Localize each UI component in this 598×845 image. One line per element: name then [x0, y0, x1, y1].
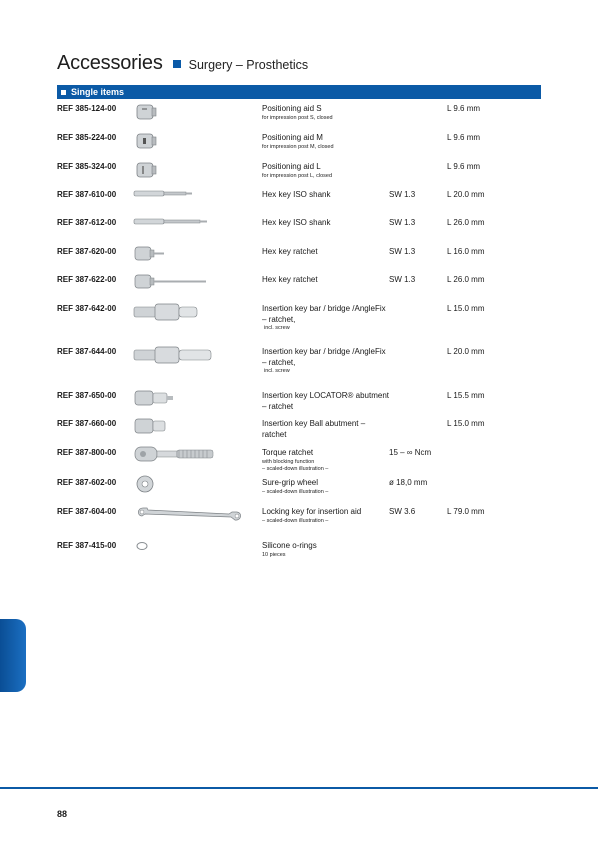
positioning-aid-m-image: [133, 130, 243, 154]
insertion-key-locator-image: [133, 388, 243, 412]
item-note: – scaled-down illustration –: [262, 517, 329, 524]
length: L 20.0 mm: [447, 347, 485, 356]
ref-number: REF 387-602-00: [57, 478, 117, 487]
table-row: [0, 190, 598, 218]
wrench-size: SW 1.3: [389, 247, 416, 256]
table-row: [0, 448, 598, 476]
page-subtitle: Surgery – Prosthetics: [188, 58, 309, 72]
wrench-size: SW 1.3: [389, 190, 416, 199]
item-desc: Hex key ISO shank: [262, 190, 331, 199]
length: L 9.6 mm: [447, 162, 481, 171]
item-note: incl. screw: [264, 368, 290, 374]
item-note: with blocking function: [262, 458, 315, 465]
item-desc: Insertion key LOCATOR® abutment – ratchet: [262, 391, 389, 411]
insertion-key-bar-image: [133, 301, 243, 325]
insertion-key-ball-image: [133, 416, 243, 440]
hex-key-ratchet-image: [133, 244, 243, 268]
wrench-size: SW 1.3: [389, 218, 416, 227]
ref-number: REF 387-644-00: [57, 347, 117, 356]
hex-key-iso-shank-image: [133, 187, 243, 211]
table-row: [0, 347, 598, 375]
ref-number: REF 385-224-00: [57, 133, 117, 142]
ref-number: REF 387-415-00: [57, 541, 117, 550]
square-icon: [61, 90, 66, 95]
length: L 20.0 mm: [447, 190, 485, 199]
item-note-scaled: – scaled-down illustration –: [262, 465, 329, 472]
title-square-icon: [173, 60, 181, 68]
ref-number: REF 387-612-00: [57, 218, 117, 227]
item-desc: Hex key ratchet: [262, 275, 318, 284]
item-desc: Positioning aid S: [262, 104, 322, 113]
torque-ratchet-image: [133, 445, 243, 469]
item-desc: Positioning aid L: [262, 162, 321, 171]
page-number: 88: [57, 809, 68, 819]
hex-key-iso-shank-long-image: [133, 215, 243, 239]
page-header: [57, 52, 308, 75]
wrench-size: SW 1.3: [389, 275, 416, 284]
item-desc: Sure-grip wheel: [262, 478, 319, 487]
item-note: for impression post M, closed: [262, 143, 334, 150]
section-title: Single items: [71, 87, 125, 97]
section-header: [57, 85, 541, 99]
item-desc: Insertion key bar / bridge /AngleFix – ratchet,: [262, 347, 386, 367]
table-row: [0, 162, 598, 190]
ref-number: REF 387-622-00: [57, 275, 117, 284]
table-row: [0, 541, 598, 569]
length: L 9.6 mm: [447, 104, 481, 113]
length: L 15.5 mm: [447, 391, 485, 400]
table-row: [0, 275, 598, 303]
ref-number: REF 387-650-00: [57, 391, 117, 400]
table-row: [0, 391, 598, 419]
ref-number: REF 387-642-00: [57, 304, 117, 313]
sure-grip-wheel-image: [133, 475, 243, 499]
positioning-aid-l-image: [133, 159, 243, 183]
item-desc: Insertion key Ball abutment – ratchet: [262, 419, 366, 439]
item-desc: Locking key for insertion aid: [262, 507, 362, 516]
item-desc: Silicone o-rings: [262, 541, 317, 550]
table-row: [0, 419, 598, 447]
side-tab: [0, 619, 26, 692]
positioning-aid-s-image: [133, 101, 243, 125]
torque-range: 15 – ∞ Ncm: [389, 448, 432, 457]
o-ring-image: [133, 538, 243, 562]
wrench-size: SW 3.6: [389, 507, 416, 516]
table-row: [0, 133, 598, 161]
ref-number: REF 385-124-00: [57, 104, 117, 113]
ref-number: REF 387-800-00: [57, 448, 117, 457]
item-note: – scaled-down illustration –: [262, 488, 329, 495]
page-title: Accessories: [57, 52, 163, 74]
item-note: for impression post S, closed: [262, 114, 333, 121]
ref-number: REF 387-610-00: [57, 190, 117, 199]
table-row: [0, 304, 598, 332]
ref-number: REF 385-324-00: [57, 162, 117, 171]
item-desc: Insertion key bar / bridge /AngleFix – ratchet,: [262, 304, 386, 324]
table-row: [0, 247, 598, 275]
length: L 26.0 mm: [447, 218, 485, 227]
item-desc: Positioning aid M: [262, 133, 323, 142]
table-row: [0, 218, 598, 246]
table-row: [0, 478, 598, 506]
length: L 16.0 mm: [447, 247, 485, 256]
length: L 15.0 mm: [447, 419, 485, 428]
insertion-key-bar-long-image: [133, 344, 243, 368]
footer-rule: [0, 787, 598, 789]
ref-number: REF 387-620-00: [57, 247, 117, 256]
item-desc: Hex key ISO shank: [262, 218, 331, 227]
table-row: [0, 507, 598, 535]
item-note: for impression post L, closed: [262, 172, 333, 179]
ref-number: REF 387-604-00: [57, 507, 117, 516]
ref-number: REF 387-660-00: [57, 419, 117, 428]
hex-key-ratchet-long-image: [133, 272, 243, 296]
diameter: ø 18,0 mm: [389, 478, 428, 487]
length: L 26.0 mm: [447, 275, 485, 284]
item-desc: Hex key ratchet: [262, 247, 318, 256]
item-note: incl. screw: [264, 325, 290, 331]
length: L 9.6 mm: [447, 133, 481, 142]
item-note: 10 pieces: [262, 551, 286, 558]
item-desc: Torque ratchet: [262, 448, 314, 457]
locking-key-image: [133, 504, 243, 528]
length: L 15.0 mm: [447, 304, 485, 313]
table-row: [0, 104, 598, 132]
length: L 79.0 mm: [447, 507, 485, 516]
